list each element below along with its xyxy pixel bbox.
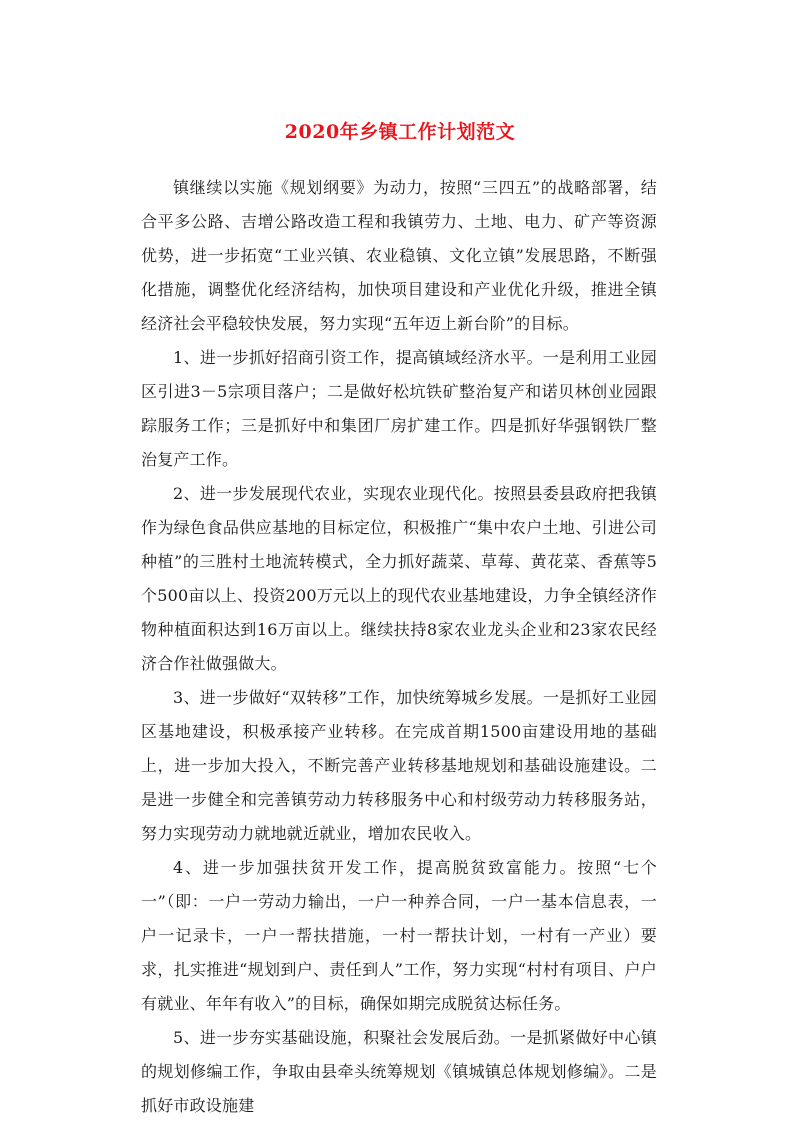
paragraph-item-5: 5、进一步夯实基础设施，积聚社会发展后劲。一是抓紧做好中心镇的规划修编工作，争取由县牵头统筹规划《镇城镇总体规划修编》。二是抓好市政设施建 (141, 1028, 657, 1115)
paragraph-item-2: 2、进一步发展现代农业，实现农业现代化。按照县委县政府把我镇作为绿色食品供应基地的目标定位，积极推广“集中农户土地、引进公司种植”的三胜村土地流转模式，全力抓好蔬菜、草莓、黄花菜、香蕉等5个500亩以上、投资200万元以上的现代农业基地建设，力争全镇经济作物种植面积达到16万亩以上。继续扶持8家农业龙头企业和23家农民经济合作社做强做大。 (141, 484, 657, 673)
paragraph-intro: 镇继续以实施《规划纲要》为动力，按照“三四五”的战略部署，结合平多公路、吉增公路改造工程和我镇劳力、土地、电力、矿产等资源优势，进一步拓宽“工业兴镇、农业稳镇、文化立镇”发展思路，不断强化措施，调整优化经济结构，加快项目建设和产业优化升级，推进全镇经济社会平稳较快发展，努力实现“五年迈上新台阶”的目标。 (141, 178, 657, 333)
paragraph-item-1: 1、进一步抓好招商引资工作，提高镇域经济水平。一是利用工业园区引进3－5宗项目落户；二是做好松坑铁矿整治复产和诺贝林创业园跟踪服务工作；三是抓好中和集团厂房扩建工作。四是抓好华强钢铁厂整治复产工作。 (141, 348, 657, 469)
paragraph-item-3: 3、进一步做好“双转移”工作，加快统筹城乡发展。一是抓好工业园区基地建设，积极承接产业转移。在完成首期1500亩建设用地的基础上，进一步加大投入，不断完善产业转移基地规划和基础设施建设。二是进一步健全和完善镇劳动力转移服务中心和村级劳动力转移服务站，努力实现劳动力就地就近就业，增加农民收入。 (141, 688, 657, 843)
paragraph-item-4: 4、进一步加强扶贫开发工作，提高脱贫致富能力。按照“七个一”（即：一户一劳动力输出，一户一种养合同，一户一基本信息表，一户一记录卡，一户一帮扶措施，一村一帮扶计划，一村有一产业）要求，扎实推进“规划到户、责任到人”工作，努力实现“村村有项目、户户有就业、年年有收入”的目标，确保如期完成脱贫达标任务。 (141, 858, 657, 1013)
document-body (141, 171, 657, 1123)
document-title: 2020年乡镇工作计划范文 (284, 121, 516, 143)
